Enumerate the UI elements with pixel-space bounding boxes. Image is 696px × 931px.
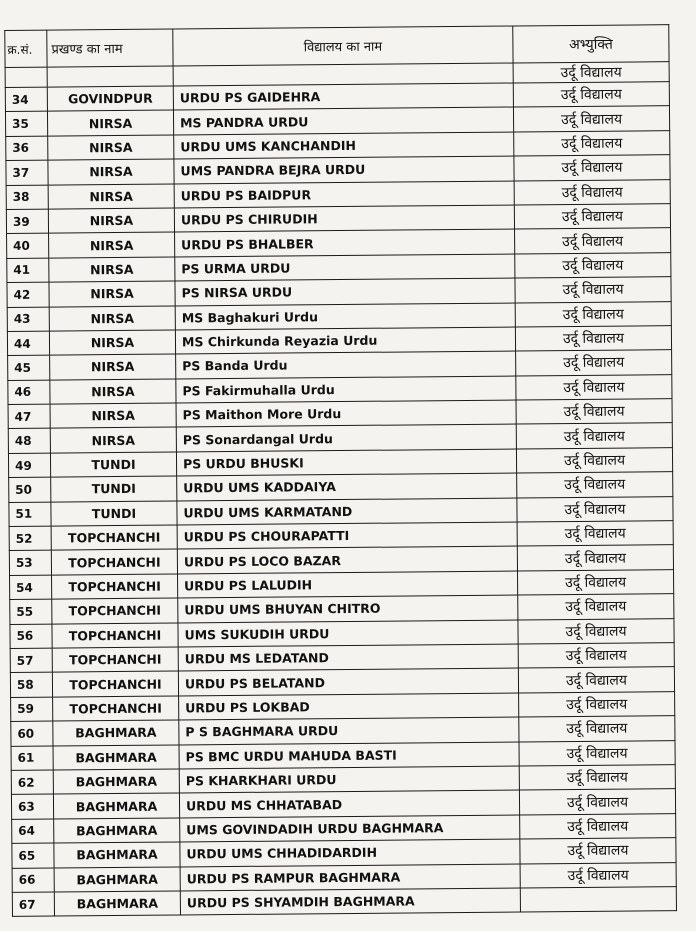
school-cell: URDU PS CHOURAPATTI [177, 522, 517, 549]
block-cell: TOPCHANCHI [53, 696, 179, 721]
remark-cell: उर्दू विद्यालय [518, 594, 674, 620]
serial-cell: 50 [9, 477, 51, 502]
remark-cell: उर्दू विद्यालय [520, 813, 676, 839]
remark-cell: उर्दू विद्यालय [517, 521, 673, 547]
serial-cell: 64 [12, 819, 54, 844]
serial-cell: 63 [11, 794, 53, 819]
serial-cell: 51 [9, 502, 51, 527]
school-cell: URDU PS LOCO BAZAR [177, 546, 517, 573]
serial-cell: 39 [6, 209, 48, 234]
serial-cell: 59 [11, 697, 53, 722]
block-cell: TOPCHANCHI [51, 525, 177, 550]
school-cell: PS Fakirmuhalla Urdu [176, 376, 516, 403]
remark-cell [520, 887, 676, 913]
school-cell: URDU MS LEDATAND [178, 644, 518, 671]
block-cell: NIRSA [49, 305, 175, 330]
school-cell: PS Sonardangal Urdu [176, 424, 516, 451]
block-cell: BAGHMARA [53, 720, 179, 745]
serial-cell: 35 [5, 111, 47, 136]
block-cell: NIRSA [50, 427, 176, 452]
school-cell: PS BMC URDU MAHUDA BASTI [179, 742, 519, 769]
block-cell: NIRSA [50, 403, 176, 428]
school-cell: MS PANDRA URDU [173, 107, 513, 134]
school-list-table [4, 24, 677, 917]
block-cell: TOPCHANCHI [52, 671, 178, 696]
block-cell: TUNDI [50, 452, 176, 477]
block-cell: BAGHMARA [54, 891, 180, 916]
block-cell: NIRSA [50, 354, 176, 379]
block-cell: TOPCHANCHI [52, 574, 178, 599]
block-cell: BAGHMARA [53, 769, 179, 794]
serial-cell: 43 [7, 307, 49, 332]
remark-cell: उर्दू विद्यालय [514, 130, 670, 156]
serial-cell: 47 [8, 404, 50, 429]
remark-cell: उर्दू विद्यालय [514, 204, 670, 230]
header-serial: क्र.सं. [5, 30, 47, 67]
serial-cell: 65 [12, 843, 54, 868]
serial-cell: 44 [7, 331, 49, 356]
school-cell: URDU PS GAIDEHRA [173, 83, 513, 110]
serial-cell: 49 [8, 453, 50, 478]
school-cell: URDU MS CHHATABAD [179, 790, 519, 817]
block-cell: TOPCHANCHI [52, 623, 178, 648]
school-cell: UMS SUKUDIH URDU [178, 620, 518, 647]
block-cell: TOPCHANCHI [52, 647, 178, 672]
remark-cell: उर्दू विद्यालय [513, 62, 669, 83]
remark-cell: उर्दू विद्यालय [516, 399, 672, 425]
remark-cell: उर्दू विद्यालय [520, 838, 676, 864]
header-remark: अभ्युक्ति [513, 25, 669, 63]
serial-cell: 57 [10, 648, 52, 673]
serial-cell: 36 [6, 136, 48, 161]
remark-cell: उर्दू विद्यालय [517, 545, 673, 571]
remark-cell: उर्दू विद्यालय [516, 448, 672, 474]
school-cell: PS NIRSA URDU [175, 278, 515, 305]
remark-cell: उर्दू विद्यालय [515, 228, 671, 254]
school-cell: MS Baghakuri Urdu [175, 303, 515, 330]
block-cell: BAGHMARA [53, 745, 179, 770]
remark-cell: उर्दू विद्यालय [518, 667, 674, 693]
school-cell: URDU PS BELATAND [178, 668, 518, 695]
serial-cell: 37 [6, 160, 48, 185]
block-cell: NIRSA [47, 110, 173, 135]
school-cell: URDU UMS KARMATAND [177, 498, 517, 525]
block-cell: BAGHMARA [54, 866, 180, 891]
school-cell: URDU UMS CHHADIDARDIH [180, 839, 520, 866]
remark-cell: उर्दू विद्यालय [515, 326, 671, 352]
remark-cell: उर्दू विद्यालय [515, 277, 671, 303]
block-cell: NIRSA [48, 159, 174, 184]
serial-cell: 60 [11, 721, 53, 746]
serial-cell: 56 [10, 624, 52, 649]
school-cell: PS URDU BHUSKI [176, 449, 516, 476]
remark-cell: उर्दू विद्यालय [519, 716, 675, 742]
block-cell: NIRSA [48, 208, 174, 233]
serial-cell: 48 [8, 429, 50, 454]
serial-cell: 46 [8, 380, 50, 405]
serial-cell: 40 [7, 233, 49, 258]
remark-cell: उर्दू विद्यालय [517, 496, 673, 522]
remark-cell: उर्दू विद्यालय [518, 643, 674, 669]
school-cell: UMS GOVINDADIH URDU BAGHMARA [180, 815, 520, 842]
block-cell: NIRSA [49, 330, 175, 355]
serial-cell: 67 [12, 892, 54, 917]
serial-cell: 34 [5, 87, 47, 112]
block-cell: TUNDI [51, 501, 177, 526]
school-cell: URDU UMS KADDAIYA [177, 473, 517, 500]
school-cell: URDU PS BAIDPUR [174, 181, 514, 208]
remark-cell: उर्दू विद्यालय [515, 252, 671, 278]
school-cell: URDU PS BHALBER [175, 229, 515, 256]
block-cell: BAGHMARA [53, 793, 179, 818]
header-school-name: विद्यालय का नाम [173, 26, 513, 66]
serial-cell: 62 [11, 770, 53, 795]
block-cell: TUNDI [51, 476, 177, 501]
serial-cell: 41 [7, 258, 49, 283]
school-cell: URDU PS RAMPUR BAGHMARA [180, 863, 520, 890]
remark-cell: उर्दू विद्यालय [513, 82, 669, 108]
remark-cell: उर्दू विद्यालय [516, 350, 672, 376]
remark-cell: उर्दू विद्यालय [519, 789, 675, 815]
remark-cell: उर्दू विद्यालय [513, 106, 669, 132]
remark-cell: उर्दू विद्यालय [520, 862, 676, 888]
serial-cell: 58 [10, 672, 52, 697]
block-cell: NIRSA [48, 184, 174, 209]
block-cell: NIRSA [49, 281, 175, 306]
school-cell: URDU PS LOKBAD [179, 693, 519, 720]
table-row [12, 887, 676, 917]
school-cell: URDU PS CHIRUDIH [174, 205, 514, 232]
block-cell: BAGHMARA [54, 842, 180, 867]
spacer-cell [47, 66, 173, 87]
header-block-name: प्रखण्ड का नाम [47, 29, 173, 67]
school-cell: PS URMA URDU [175, 254, 515, 281]
remark-cell: उर्दू विद्यालय [516, 423, 672, 449]
serial-cell: 55 [10, 599, 52, 624]
school-cell: PS Banda Urdu [176, 351, 516, 378]
school-cell: P S BAGHMARA URDU [179, 717, 519, 744]
remark-cell: उर्दू विद्यालय [517, 472, 673, 498]
school-cell: URDU UMS KANCHANDIH [174, 132, 514, 159]
block-cell: TOPCHANCHI [52, 598, 178, 623]
school-cell: URDU PS SHYAMDIH BAGHMARA [180, 888, 520, 915]
block-cell: TOPCHANCHI [51, 549, 177, 574]
remark-cell: उर्दू विद्यालय [516, 374, 672, 400]
school-cell: MS Chirkunda Reyazia Urdu [175, 327, 515, 354]
remark-cell: उर्दू विद्यालय [519, 740, 675, 766]
school-cell: UMS PANDRA BEJRA URDU [174, 156, 514, 183]
serial-cell: 54 [10, 575, 52, 600]
serial-cell: 52 [9, 526, 51, 551]
spacer-cell [5, 67, 47, 87]
block-cell: NIRSA [48, 135, 174, 160]
remark-cell: उर्दू विद्यालय [514, 155, 670, 181]
serial-cell: 61 [11, 746, 53, 771]
serial-cell: 42 [7, 282, 49, 307]
school-cell: PS Maithon More Urdu [176, 400, 516, 427]
block-cell: NIRSA [50, 379, 176, 404]
remark-cell: उर्दू विद्यालय [518, 618, 674, 644]
remark-cell: उर्दू विद्यालय [519, 765, 675, 791]
block-cell: BAGHMARA [54, 818, 180, 843]
remark-cell: उर्दू विद्यालय [514, 179, 670, 205]
block-cell: GOVINDPUR [47, 86, 173, 111]
school-cell: URDU UMS BHUYAN CHITRO [178, 595, 518, 622]
block-cell: NIRSA [49, 232, 175, 257]
remark-cell: उर्दू विद्यालय [518, 569, 674, 595]
remark-cell: उर्दू विद्यालय [515, 301, 671, 327]
serial-cell: 53 [9, 550, 51, 575]
serial-cell: 38 [6, 185, 48, 210]
school-cell: PS KHARKHARI URDU [179, 766, 519, 793]
serial-cell: 66 [12, 868, 54, 893]
header-row [5, 25, 669, 68]
school-cell: URDU PS LALUDIH [178, 571, 518, 598]
serial-cell: 45 [8, 355, 50, 380]
remark-cell: उर्दू विद्यालय [519, 691, 675, 717]
block-cell: NIRSA [49, 257, 175, 282]
